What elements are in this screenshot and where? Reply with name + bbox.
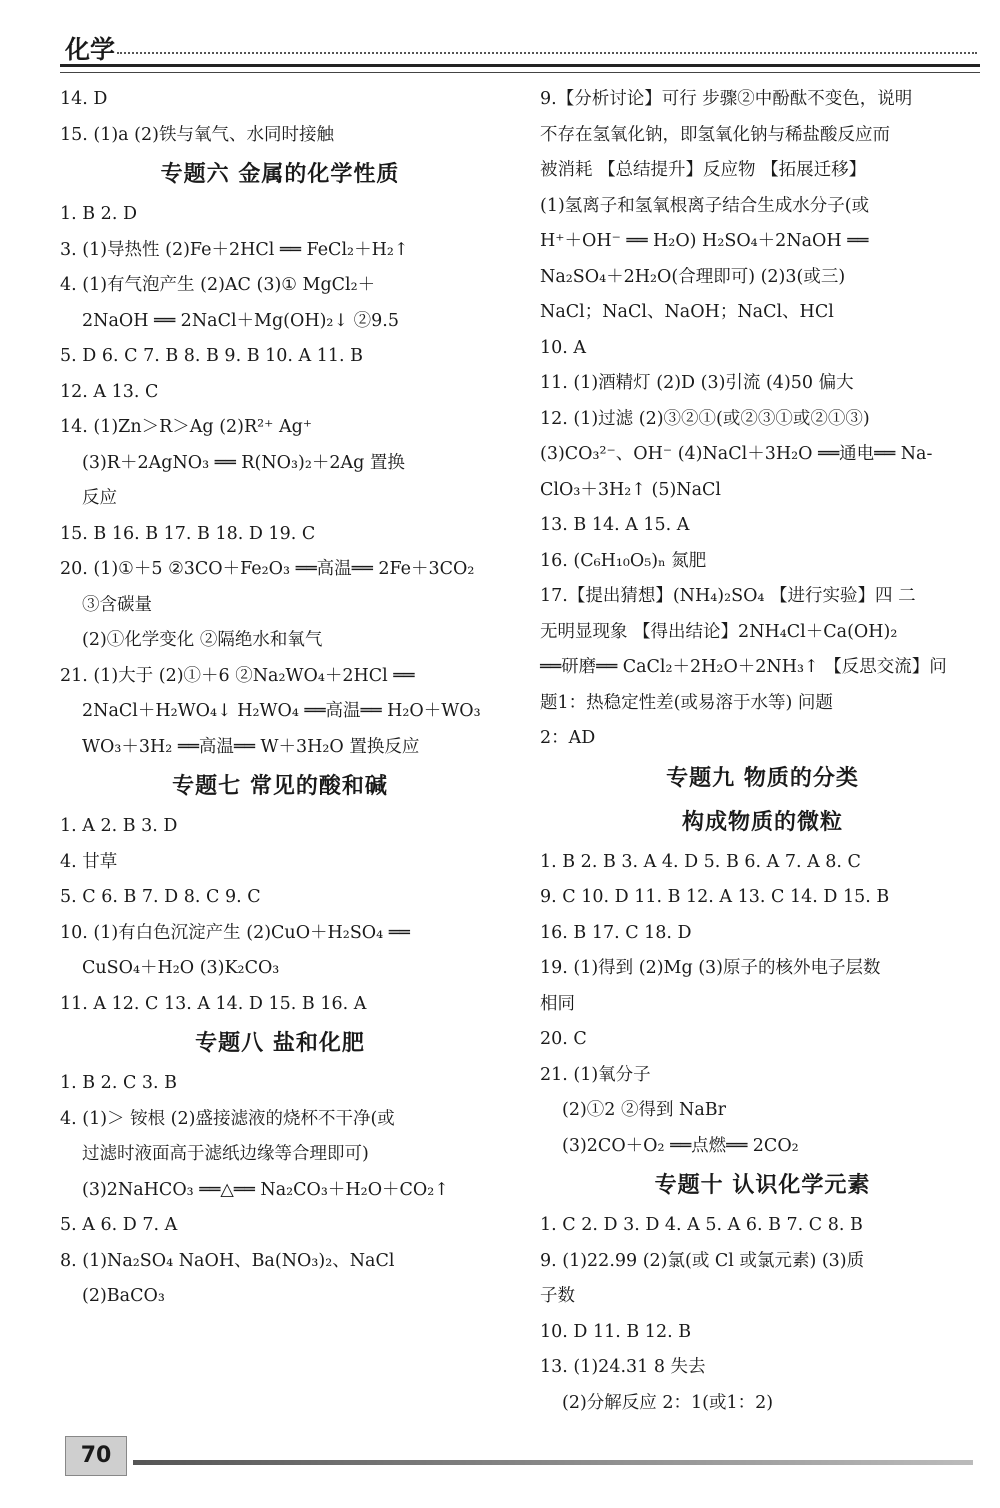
answer-line: 5. A 6. D 7. A	[60, 1215, 178, 1235]
answer-line: 10. D 11. B 12. B	[540, 1321, 692, 1342]
answer-line: 不存在氢氧化钠，即氢氧化钠与稀盐酸反应而	[540, 124, 890, 145]
section-heading: 专题六 金属的化学性质	[160, 162, 400, 187]
answer-line: 无明显现象 【得出结论】2NH₄Cl＋Ca(OH)₂	[540, 621, 898, 642]
answer-line: 11. A 12. C 13. A 14. D 15. B 16. A	[60, 993, 367, 1014]
answer-line: 13. B 14. A 15. A	[540, 515, 690, 535]
answer-line: 11. (1)酒精灯 (2)D (3)引流 (4)50 偏大	[540, 373, 854, 393]
answer-line: ══研磨══ CaCl₂＋2H₂O＋2NH₃↑ 【反思交流】问	[540, 657, 947, 677]
header-dotted-rule	[117, 52, 977, 54]
answer-line: 1. B 2. B 3. A 4. D 5. B 6. A 7. A 8. C	[540, 851, 861, 872]
footer-rule	[133, 1460, 973, 1465]
answer-line: 2：AD	[540, 728, 596, 748]
answer-line: 21. (1)大于 (2)①＋6 ②Na₂WO₄＋2HCl ══	[60, 665, 415, 686]
subject-title: 化学	[65, 35, 116, 64]
answer-line: 10. A	[540, 337, 587, 358]
answer-line: WO₃＋3H₂ ══高温══ W＋3H₂O 置换反应	[82, 736, 420, 757]
answer-line: 17.【提出猜想】(NH₄)₂SO₄ 【进行实验】四 二	[540, 586, 916, 606]
answer-line: 1. C 2. D 3. D 4. A 5. A 6. B 7. C 8. B	[540, 1215, 863, 1235]
answer-column-left	[60, 82, 500, 1315]
answer-line: 16. B 17. C 18. D	[540, 922, 692, 943]
answer-line: 1. A 2. B 3. D	[60, 816, 178, 836]
answer-line: CuSO₄＋H₂O (3)K₂CO₃	[82, 958, 280, 978]
answer-line: 1. B 2. C 3. B	[60, 1073, 178, 1093]
answer-line: 被消耗 【总结提升】反应物 【拓展迁移】	[540, 160, 867, 180]
answer-line: 20. (1)①＋5 ②3CO＋Fe₂O₃ ══高温══ 2Fe＋3CO₂	[60, 559, 475, 579]
answer-line: 3. (1)导热性 (2)Fe＋2HCl ══ FeCl₂＋H₂↑	[60, 239, 409, 260]
answer-line: 10. (1)有白色沉淀产生 (2)CuO＋H₂SO₄ ══	[60, 922, 410, 943]
answer-line: (2)BaCO₃	[82, 1286, 165, 1306]
answer-line: 21. (1)氧分子	[540, 1064, 651, 1085]
page-header	[55, 22, 985, 82]
section-heading: 专题七 常见的酸和碱	[172, 774, 388, 799]
answer-line: 4. (1)＞ 铵根 (2)盛接滤液的烧杯不干净(或	[60, 1108, 395, 1129]
answer-line: (3)2CO＋O₂ ══点燃══ 2CO₂	[562, 1135, 799, 1156]
page-number: 70	[65, 1436, 127, 1476]
answer-line: 题1：热稳定性差(或易溶于水等) 问题	[540, 692, 833, 713]
answer-line: 相同	[540, 993, 575, 1014]
answer-line: 4. (1)有气泡产生 (2)AC (3)① MgCl₂＋	[60, 275, 376, 295]
answer-line: 过滤时液面高于滤纸边缘等合理即可)	[82, 1144, 369, 1164]
answer-line: 1. B 2. D	[60, 204, 137, 224]
answer-line: 20. C	[540, 1029, 587, 1049]
answer-line: (3)CO₃²⁻、OH⁻ (4)NaCl＋3H₂O ══通电══ Na-	[540, 444, 933, 464]
header-rule	[60, 64, 980, 67]
answer-line: 2NaCl＋H₂WO₄↓ H₂WO₄ ══高温══ H₂O＋WO₃	[82, 701, 481, 721]
answer-line: 12. A 13. C	[60, 381, 159, 402]
answer-line: (3)R＋2AgNO₃ ══ R(NO₃)₂＋2Ag 置换	[82, 452, 405, 473]
answer-line: 15. (1)a (2)铁与氧气、水同时接触	[60, 124, 334, 145]
answer-line: 15. B 16. B 17. B 18. D 19. C	[60, 523, 316, 544]
answer-line: 9. (1)22.99 (2)氯(或 Cl 或氯元素) (3)质	[540, 1250, 865, 1271]
answer-line: (2)①2 ②得到 NaBr	[562, 1100, 727, 1120]
answer-line: H⁺＋OH⁻ ══ H₂O) H₂SO₄＋2NaOH ══	[540, 231, 869, 251]
answer-line: (3)2NaHCO₃ ══△══ Na₂CO₃＋H₂O＋CO₂↑	[82, 1179, 449, 1200]
answer-column-right	[540, 82, 985, 1421]
section-heading: 专题九 物质的分类	[666, 765, 859, 791]
section-heading: 专题十 认识化学元素	[654, 1173, 871, 1198]
answer-line: 子数	[540, 1286, 575, 1306]
answer-line: ③含碳量	[82, 594, 152, 615]
answer-line: NaCl；NaCl、NaOH；NaCl、HCl	[540, 302, 834, 322]
answer-line: 9.【分析讨论】可行 步骤②中酚酞不变色，说明	[540, 89, 913, 109]
answer-line: 13. (1)24.31 8 失去	[540, 1357, 706, 1377]
answer-line: 14. D	[60, 89, 108, 109]
page-footer	[55, 1420, 985, 1480]
answer-line: 2NaOH ══ 2NaCl＋Mg(OH)₂↓ ②9.5	[82, 310, 400, 331]
answer-line: 反应	[82, 488, 117, 508]
answer-line: 9. C 10. D 11. B 12. A 13. C 14. D 15. B	[540, 887, 890, 907]
answer-line: 8. (1)Na₂SO₄ NaOH、Ba(NO₃)₂、NaCl	[60, 1250, 395, 1271]
answer-line: 5. C 6. B 7. D 8. C 9. C	[60, 887, 261, 907]
answer-line: 4. 甘草	[60, 851, 118, 872]
section-heading: 构成物质的微粒	[681, 809, 843, 835]
answer-line: 19. (1)得到 (2)Mg (3)原子的核外电子层数	[540, 958, 881, 978]
section-heading: 专题八 盐和化肥	[195, 1031, 365, 1056]
answer-line: 5. D 6. C 7. B 8. B 9. B 10. A 11. B	[60, 346, 363, 366]
answer-line: 14. (1)Zn＞R＞Ag (2)R²⁺ Ag⁺	[60, 417, 313, 437]
answer-line: 16. (C₆H₁₀O₅)ₙ 氮肥	[540, 550, 707, 571]
answer-line: Na₂SO₄＋2H₂O(合理即可) (2)3(或三)	[540, 266, 846, 287]
header-rule-thin	[60, 72, 980, 73]
answer-line: ClO₃＋3H₂↑ (5)NaCl	[540, 479, 722, 500]
answer-line: (2)①化学变化 ②隔绝水和氧气	[82, 630, 323, 650]
answer-line: (1)氢离子和氢氧根离子结合生成水分子(或	[540, 195, 870, 216]
answer-line: 12. (1)过滤 (2)③②①(或②③①或②①③)	[540, 408, 870, 429]
answer-line: (2)分解反应 2：1(或1：2)	[562, 1392, 774, 1413]
